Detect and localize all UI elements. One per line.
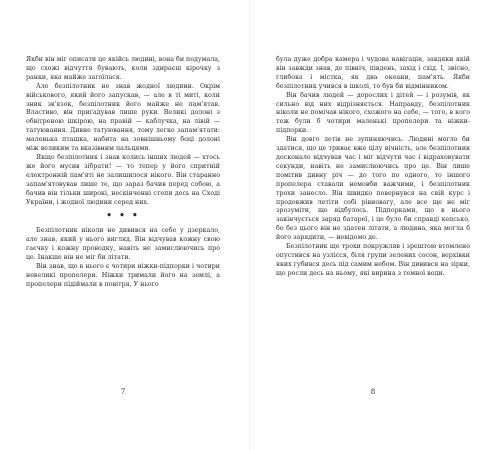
paragraph: Але безпілотник не знав жодної людини. Окрім військового, який його запускав, — але в ті миті, коли зник зв'язок, безпілотник його майже не пам'ятав. Властиво, він пригадував лише руки. Великі долоні з обвітреною шкірою, на правій — каблучка, на лівій — татуювання. Дивне татуювання, тому легко запам'ятати: маленька пташка, набита на зовнішньому боці долоні між великим та вказівним пальцями.	[26, 82, 220, 153]
page-number-right: 8	[370, 388, 376, 396]
paragraph: Він бачив людей — дорослих і дітей — і розумів, як сильно від них відрізняється. Направду, безпілотник ніколи не помічав нікого, схожого на себе, — того, в кого теж були б чотири маленькі пропелери та ніжки-підпорки.	[276, 91, 470, 135]
page-gutter	[249, 0, 251, 450]
right-page-text	[276, 56, 470, 279]
paragraph: Якщо безпілотник і знав колись інших людей — хтось же його мусив зібрати! — то тепер у його спритній електронній пам'яті не залишилося нікого. Він старанно запам'ятовував лише те, що зараз бачив перед собою, а бачив він тільки широкі, нескінченні степи десь на Сході України, і жодної людини серед них.	[26, 153, 220, 206]
section-break: • • •	[106, 211, 140, 222]
paragraph: Безпілотник ще трохи покружляв і зрештою втомлено опустився на узлісся, біля групи зелених сосон, верхівки яких губився десь під самим небом. Він дивився на зірки, що росли десь на ньому, які вирина з темної води.	[276, 243, 470, 277]
right-page	[276, 56, 470, 279]
paragraph: Якби він міг описати це якійсь людині, вона би подумала, що схожі відчуття бувають, коли здираєш кірочку з ранки, яка майже загоїлася.	[26, 56, 221, 81]
left-page-text	[26, 56, 220, 290]
page-number-left: 7	[120, 388, 126, 396]
left-page	[26, 56, 220, 290]
paragraph: Безпілотник ніколи не дивився на себе у дзеркало, але знав, який у нього вигляд. Він відчував кожну свою гаєчку і кожну проводку, навіть не замислюючись про це. Інакше він не міг би літати.	[26, 227, 220, 262]
paragraph: Він довго летів не зупиняючись. Людині могло би здатися, що це триває вже цілу вічність, але безпілотник досконало відчував час і міг відчути час і відраховувати секунди, навіть не замислюючись про це. Він лише помітив дивну річ — до того по одного, то іншого пропелера ставали немовби важчими, і безпілотник трохи занесло. Він швидко повернувся на свій курс і продовжив летіти собі рівновагу, але все ще не міг зрозуміти, що відбулось. Підпорками, що в нього закінчується заряд батареї, і це було би справді кепсько, бо без цього він не здатен літати, а людина, яка могла б його зарядити, — невідомо де.	[276, 136, 470, 242]
paragraph: Він знав, що в нього є чотири ніжки-підпорки і чотири невеликі пропелери. Ніжки тримали його на землі, а пропелери підіймали в повітря. У нього	[26, 263, 220, 288]
paragraph: була дуже добра камера і чудова навігація, завдяки якій він завжди знав, де північ, південь, захід і схід. І, звісно, глибока і місткa, як два океани, пам'ять. Якби безпілотник учився в школі, то був би відмінником.	[276, 56, 470, 90]
